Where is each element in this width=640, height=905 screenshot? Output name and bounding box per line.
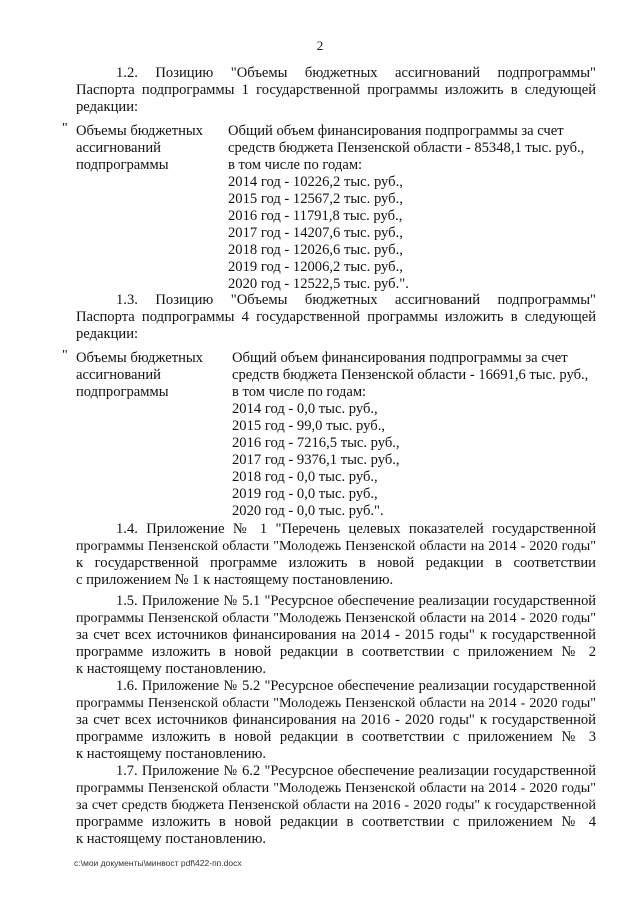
paragraph-1-2 [76,65,596,116]
text-line: редакции: [76,99,139,115]
value-line: 2018 год - 12026,6 тыс. руб., [228,242,403,258]
table-label-cell [76,350,203,401]
table-value-cell [232,350,588,520]
value-line: 2020 год - 12522,5 тыс. руб.". [228,276,409,292]
value-line: 2017 год - 14207,6 тыс. руб., [228,225,403,241]
page-number: 2 [316,38,324,53]
paragraph-1-7 [76,763,596,848]
label-line: ассигнований [76,140,161,156]
label-line: ассигнований [76,367,161,383]
text-line: 1.3. Позицию "Объемы бюджетных ассигнований подпрограммы" [116,292,596,308]
paragraph-1-5 [76,593,596,678]
value-line: 2014 год - 10226,2 тыс. руб., [228,174,403,190]
paragraph-1-4 [76,521,596,589]
table-value-cell [228,123,584,293]
value-line: средств бюджета Пензенской области - 16691,6 тыс. руб., [232,367,589,383]
value-line: 2015 год - 99,0 тыс. руб., [232,418,385,434]
text-line: Паспорта подпрограммы 1 государственной программы изложить в следующей [76,82,596,98]
value-line: 2014 год - 0,0 тыс. руб., [232,401,378,417]
table-label-cell [76,123,203,174]
paragraph-1-6 [76,678,596,763]
value-line: 2019 год - 0,0 тыс. руб., [232,486,378,502]
text-line: за счет средств бюджета Пензенской области на 2016 - 2020 годы" к государственной [76,797,596,813]
value-line: средств бюджета Пензенской области - 85348,1 тыс. руб., [228,140,585,156]
value-line: 2020 год - 0,0 тыс. руб.". [232,503,384,519]
value-line: 2019 год - 12006,2 тыс. руб., [228,259,403,275]
text-line: к государственной программе изложить в новой редакции в соответствии [76,555,596,571]
value-line: Общий объем финансирования подпрограммы за счет [232,350,568,366]
opening-quote: " [62,348,68,363]
text-line: за счет всех источников финансирования на 2016 - 2020 годы" к государственной [76,712,596,728]
text-line: к настоящему постановлению. [76,831,267,847]
text-line: 1.5. Приложение № 5.1 "Ресурсное обеспечение реализации государственной [116,593,596,609]
text-line: Паспорта подпрограммы 4 государственной программы изложить в следующей [76,309,596,325]
text-line: к настоящему постановлению. [76,661,267,677]
file-path-footer: c:\мои документы\минвост pdf\422-пп.docx [74,858,242,868]
label-line: подпрограммы [76,384,169,400]
label-line: подпрограммы [76,157,169,173]
text-line: 1.2. Позицию "Объемы бюджетных ассигнований подпрограммы" [116,65,596,81]
text-line: программе изложить в новой редакции в соответствии с приложением № 4 [76,814,596,830]
text-line: 1.4. Приложение № 1 "Перечень целевых показателей государственной [116,521,596,537]
text-line: программы Пензенской области "Молодежь Пензенской области на 2014 - 2020 годы" [76,538,596,554]
text-line: с приложением № 1 к настоящему постановлению. [76,572,394,588]
value-line: 2015 год - 12567,2 тыс. руб., [228,191,403,207]
text-line: программе изложить в новой редакции в соответствии с приложением № 2 [76,644,596,660]
text-line: программы Пензенской области "Молодежь Пензенской области на 2014 - 2020 годы" [76,780,596,796]
text-line: программе изложить в новой редакции в соответствии с приложением № 3 [76,729,596,745]
value-line: 2017 год - 9376,1 тыс. руб., [232,452,400,468]
value-line: 2016 год - 11791,8 тыс. руб., [228,208,403,224]
text-line: 1.7. Приложение № 6.2 "Ресурсное обеспечение реализации государственной [116,763,596,779]
value-line: в том числе по годам: [232,384,367,400]
value-line: Общий объем финансирования подпрограммы за счет [228,123,564,139]
label-line: Объемы бюджетных [76,123,203,139]
paragraph-1-3 [76,292,596,343]
value-line: в том числе по годам: [228,157,363,173]
text-line: 1.6. Приложение № 5.2 "Ресурсное обеспечение реализации государственной [116,678,596,694]
value-line: 2016 год - 7216,5 тыс. руб., [232,435,400,451]
text-line: за счет всех источников финансирования на 2014 - 2015 годы" к государственной [76,627,596,643]
value-line: 2018 год - 0,0 тыс. руб., [232,469,378,485]
text-line: программы Пензенской области "Молодежь Пензенской области на 2014 - 2020 годы" [76,610,596,626]
text-line: редакции: [76,326,139,342]
opening-quote: " [62,121,68,136]
text-line: программы Пензенской области "Молодежь Пензенской области на 2014 - 2020 годы" [76,695,596,711]
text-line: к настоящему постановлению. [76,746,267,762]
label-line: Объемы бюджетных [76,350,203,366]
